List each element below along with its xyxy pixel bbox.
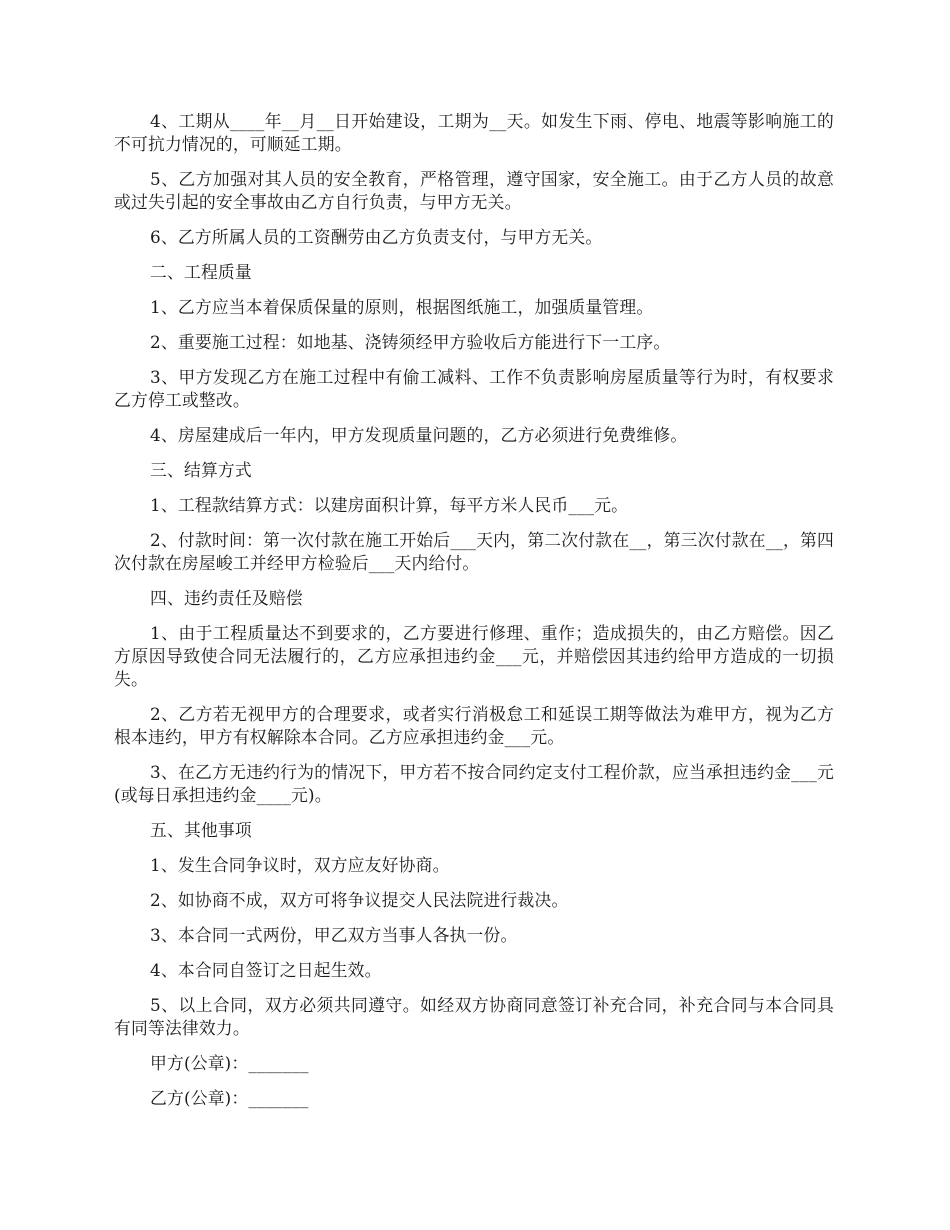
clause-key-processes: 2、重要施工过程：如地基、浇铸须经甲方验收后方能进行下一工序。: [150, 332, 671, 352]
clause-supplementary: 5、以上合同，双方必须共同遵守。如经双方协商同意签订补充合同，补充合同与本合同具有同等法律效力。: [114, 995, 834, 1038]
signature-party-a: 甲方(公章)：_______: [150, 1053, 309, 1073]
clause-free-repair: 4、房屋建成后一年内，甲方发现质量问题的，乙方必须进行免费维修。: [150, 425, 688, 445]
clause-quality-principle: 1、乙方应当本着保质保量的原则，根据图纸施工，加强质量管理。: [150, 297, 654, 317]
section-heading-quality: 二、工程质量: [150, 262, 252, 282]
clause-payment-default: 3、在乙方无违约行为的情况下，甲方若不按合同约定支付工程价款，应当承担违约金___元(或每日承担违约金____元)。: [114, 762, 834, 805]
clause-dispute-court: 2、如协商不成，双方可将争议提交人民法院进行裁决。: [150, 890, 569, 910]
clause-stop-work-right: 3、甲方发现乙方在施工过程中有偷工减料、工作不负责影响房屋质量等行为时，有权要求乙方停工或整改。: [114, 367, 834, 410]
clause-settlement-method: 1、工程款结算方式：以建房面积计算，每平方米人民币___元。: [150, 495, 629, 515]
section-heading-settlement: 三、结算方式: [150, 460, 252, 480]
clause-safety-education: 5、乙方加强对其人员的安全教育，严格管理，遵守国家，安全施工。由于乙方人员的故意或过失引起的安全事故由乙方自行负责，与甲方无关。: [114, 169, 834, 212]
clause-dispute-negotiation: 1、发生合同争议时，双方应友好协商。: [150, 855, 450, 875]
clause-payment-schedule: 2、付款时间：第一次付款在施工开始后___天内，第二次付款在__，第三次付款在__，第四次付款在房屋峻工并经甲方检验后___天内给付。: [114, 530, 834, 573]
contract-page: [114, 110, 834, 1122]
clause-wages: 6、乙方所属人员的工资酬劳由乙方负责支付，与甲方无关。: [150, 227, 603, 247]
clause-construction-period: 4、工期从____年__月__日开始建设，工期为__天。如发生下雨、停电、地震等影响施工的不可抗力情况的，可顺延工期。: [114, 111, 834, 154]
signature-party-b: 乙方(公章)：_______: [150, 1088, 309, 1108]
section-heading-other: 五、其他事项: [150, 820, 252, 840]
clause-copies: 3、本合同一式两份，甲乙双方当事人各执一份。: [150, 925, 518, 945]
section-heading-liability: 四、违约责任及赔偿: [150, 588, 303, 608]
clause-fundamental-breach: 2、乙方若无视甲方的合理要求，或者实行消极怠工和延误工期等做法为难甲方，视为乙方根本违约，甲方有权解除本合同。乙方应承担违约金___元。: [114, 704, 834, 747]
clause-quality-liability: 1、由于工程质量达不到要求的，乙方要进行修理、重作；造成损失的，由乙方赔偿。因乙方原因导致使合同无法履行的，乙方应承担违约金___元，并赔偿因其违约给甲方造成的一切损失。: [114, 623, 834, 689]
clause-effective-date: 4、本合同自签订之日起生效。: [150, 960, 382, 980]
